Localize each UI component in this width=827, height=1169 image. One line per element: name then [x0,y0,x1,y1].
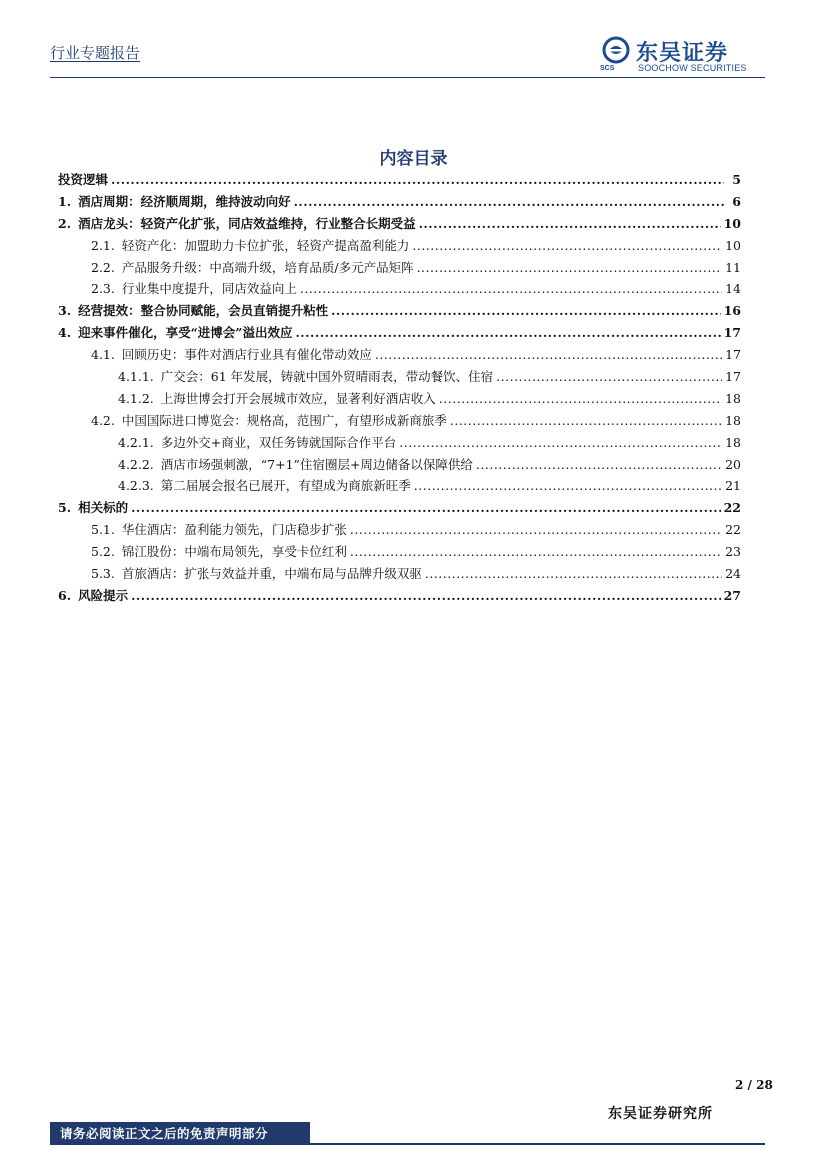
toc-entry-number: 6. [58,587,72,603]
company-logo [600,36,770,76]
toc-entry[interactable] [58,170,741,192]
toc-dot-leader [414,478,722,493]
toc-entry[interactable] [58,236,741,258]
toc-entry[interactable] [58,564,741,586]
research-institute-name: 东吴证券研究所 [608,1106,713,1122]
toc-entry-page: 17 [725,347,741,363]
toc-dot-leader [294,194,724,209]
toc-entry-title: 风险提示 [78,587,129,603]
toc-entry-title: 酒店周期：经济顺周期，维持波动向好 [78,193,291,209]
toc-entry[interactable] [58,279,741,301]
header-divider [50,77,765,78]
toc-entry-number: 2.3. [91,281,115,297]
toc-entry-page: 22 [723,500,741,516]
toc-entry[interactable] [58,389,741,411]
disclaimer-notice: 请务必阅读正文之后的免责声明部分 [60,1126,269,1141]
toc-dot-leader [399,435,722,450]
toc-entry-title: 迎来事件催化，享受“进博会”溢出效应 [78,325,293,341]
toc-dot-leader [131,500,721,515]
toc-entry-number: 4.1. [91,347,115,363]
toc-dot-leader [350,522,722,537]
toc-entry-page: 17 [723,325,741,341]
toc-entry-title: 锦江股份：中端布局领先，享受卡位红利 [121,544,347,560]
toc-entry-page: 5 [732,172,741,187]
toc-entry[interactable] [58,345,741,367]
toc-entry[interactable] [58,411,741,433]
toc-entry-number: 5. [58,500,72,516]
toc-dot-leader [295,325,720,340]
toc-dot-leader [300,281,722,296]
toc-dot-leader [476,457,722,472]
toc-entry-title: 第二届展会报名已展开，有望成为商旅新旺季 [160,478,411,494]
scs-logo-icon [600,36,632,68]
toc-dot-leader [425,566,722,581]
toc-dot-leader [375,347,722,362]
report-type-label: 行业专题报告 [50,44,141,62]
toc-entry-number: 4. [58,325,72,341]
toc-dot-leader [417,260,723,275]
toc-dot-leader [450,413,722,428]
toc-entry-title: 酒店市场强刺激，“7+1”住宿圈层+周边储备以保障供给 [160,456,473,472]
toc-entry-number: 5.3. [91,566,115,582]
toc-entry-number: 2. [58,215,72,231]
toc-entry[interactable] [58,192,741,214]
toc-entry[interactable] [58,433,741,455]
toc-entry-title: 经营提效：整合协同赋能，会员直销提升粘性 [78,303,329,319]
toc-dot-leader [412,238,722,253]
toc-entry-page: 18 [725,412,741,428]
toc-entry[interactable] [58,476,741,498]
toc-entry[interactable] [58,542,741,564]
page-number: 2 / 28 [735,1078,773,1092]
toc-entry-page: 27 [723,587,741,603]
toc-entry[interactable] [58,498,741,520]
toc-entry-title: 广交会：61 年发展，铸就中国外贸晴雨表，带动餐饮、住宿 [160,369,494,385]
toc-entry-page: 22 [725,522,741,538]
toc-entry-page: 20 [725,456,741,472]
toc-entry-page: 10 [725,237,741,253]
toc-entry-number: 4.1.1. [118,369,154,385]
toc-entry-page: 10 [723,215,741,231]
toc-entry-title: 多边外交+商业，双任务铸就国际合作平台 [160,434,397,450]
toc-entry[interactable] [58,258,741,280]
toc-entry-number: 5.2. [91,544,115,560]
toc-dot-leader [419,216,721,231]
toc-entry-page: 16 [723,303,741,319]
toc-entry-title: 相关标的 [78,500,129,516]
toc-entry[interactable] [58,323,741,345]
toc-entry-page: 17 [725,369,741,385]
toc-entry-title: 酒店龙头：轻资产化扩张，同店效益维持，行业整合长期受益 [78,215,416,231]
toc-entry-number: 2.2. [91,259,115,275]
toc-entry[interactable] [58,520,741,542]
toc-entry-title: 华住酒店：盈利能力领先，门店稳步扩张 [121,522,347,538]
toc-entry-title: 首旅酒店：扩张与效益并重，中端布局与品牌升级双驱 [121,566,422,582]
toc-dot-leader [131,588,721,603]
toc-entry-page: 11 [725,259,741,275]
toc-entry[interactable] [58,586,741,608]
toc-entry[interactable] [58,214,741,236]
toc-entry-number: 1. [58,193,72,209]
logo-abbreviation: SCS [600,65,615,72]
toc-dot-leader [439,391,722,406]
toc-entry-number: 4.2.2. [118,456,154,472]
toc-entry-number: 4.2. [91,412,115,428]
toc-entry-number: 2.1. [91,237,115,253]
toc-entry-number: 3. [58,303,72,319]
toc-dot-leader [331,303,721,318]
toc-entry-page: 14 [725,281,741,297]
toc-entry-number: 4.2.1. [118,434,154,450]
toc-entry-title: 行业集中度提升，同店效益向上 [121,281,297,297]
toc-entry-title: 轻资产化：加盟助力卡位扩张，轻资产提高盈利能力 [121,237,410,253]
footer-divider [50,1143,765,1145]
toc-dot-leader [496,369,722,384]
toc-entry-page: 21 [725,478,741,494]
toc-entry-number: 4.1.2. [118,390,154,406]
toc-entry[interactable] [58,455,741,477]
logo-english-name: SOOCHOW SECURITIES [638,63,747,73]
toc-entry-page: 23 [725,544,741,560]
logo-chinese-name: 东吴证券 [636,41,729,66]
toc-entry-number: 5.1. [91,522,115,538]
toc-entry-title: 中国国际进口博览会：规格高，范围广，有望形成新商旅季 [121,412,447,428]
toc-dot-leader [350,544,722,559]
toc-entry-page: 18 [725,390,741,406]
toc-entry-title: 回顾历史：事件对酒店行业具有催化带动效应 [121,347,372,363]
toc-entry[interactable] [58,301,741,323]
table-of-contents [58,170,741,608]
toc-entry-title: 产品服务升级：中高端升级，培育品质/多元产品矩阵 [121,259,414,275]
toc-title: 内容目录 [379,149,448,169]
toc-entry-page: 6 [732,193,741,209]
toc-entry[interactable] [58,367,741,389]
toc-entry-number: 4.2.3. [118,478,154,494]
toc-entry-title: 投资逻辑 [58,172,109,187]
toc-dot-leader [111,172,724,187]
toc-entry-title: 上海世博会打开会展城市效应，显著利好酒店收入 [160,390,436,406]
toc-entry-page: 24 [725,566,741,582]
toc-entry-page: 18 [725,434,741,450]
